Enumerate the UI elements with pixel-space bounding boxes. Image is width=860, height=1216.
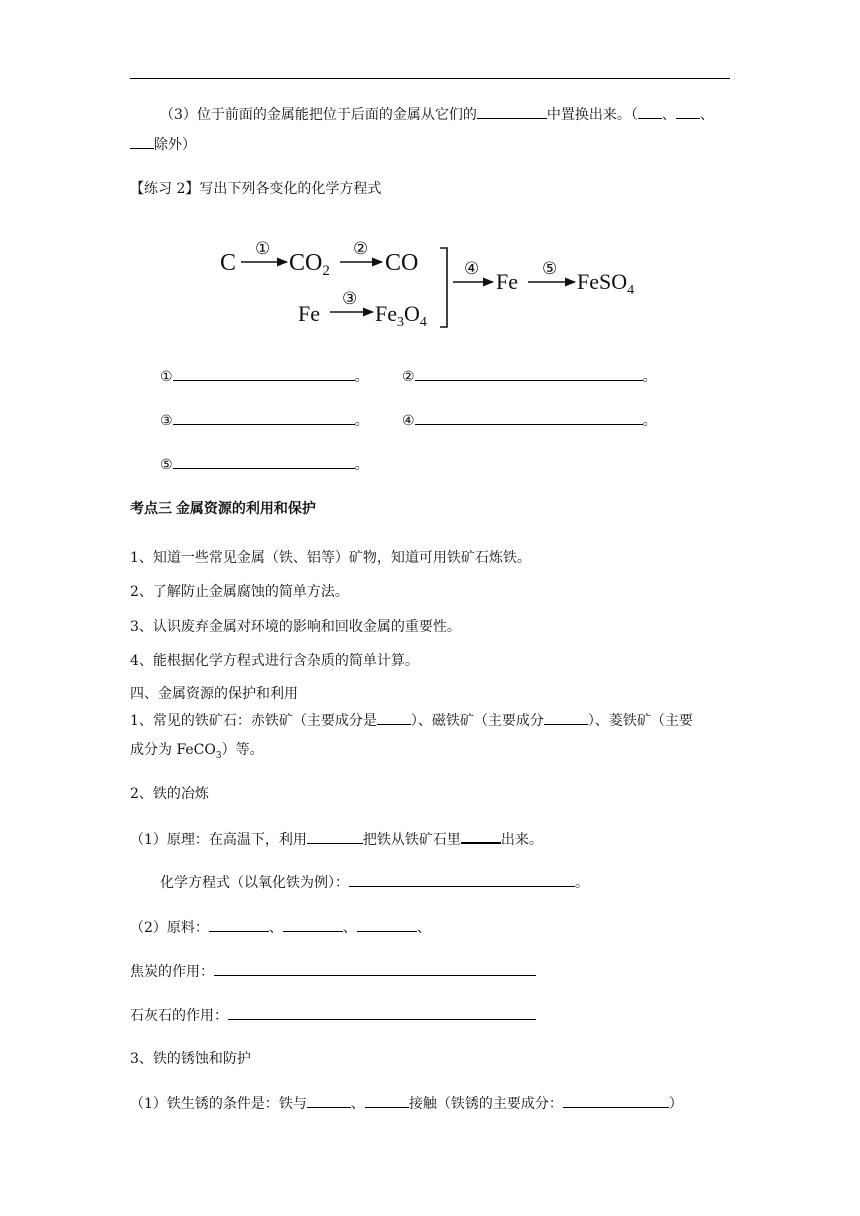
formula-co2: $CO_2$ xyxy=(289,250,330,279)
answer-3-label: ③ xyxy=(160,413,173,429)
material-blank-2[interactable] xyxy=(283,917,343,932)
materials-sep-2: 、 xyxy=(342,920,357,936)
principle-text-b: 把铁从铁矿石里 xyxy=(362,832,461,848)
rust-line xyxy=(130,1093,683,1114)
formula-feso4: FeSO$_4$ xyxy=(577,269,635,298)
formula-c: C xyxy=(220,250,237,276)
equation-line xyxy=(160,872,589,893)
equation-period: 。 xyxy=(575,875,589,891)
formula-fe: Fe xyxy=(496,269,518,294)
materials-sep-1: 、 xyxy=(268,920,283,936)
section3-item-4: 4、能根据化学方程式进行含杂质的简单计算。 xyxy=(130,653,419,669)
materials-sep-3: 、 xyxy=(416,920,431,936)
equation-text: 化学方程式（以氧化铁为例）： xyxy=(160,875,349,891)
reaction-diagram xyxy=(215,228,660,338)
section3-item-2: 2、了解防止金属腐蚀的简单方法。 xyxy=(130,584,349,600)
principle-line xyxy=(130,828,543,850)
q3-text-a: （3）位于前面的金属能把位于后面的金属从它们的 xyxy=(160,107,477,123)
ore-line-1 xyxy=(130,710,693,731)
q3-text-b: 中置换出来。（ xyxy=(546,107,638,123)
ore-text-c: ）、菱铁矿（主要 xyxy=(587,713,693,729)
rust-title: 3、铁的锈蚀和防护 xyxy=(130,1051,251,1067)
q3-blank-3[interactable] xyxy=(130,134,154,149)
rust-text-d: ） xyxy=(668,1096,683,1112)
principle-text-a: （1）原理：在高温下，利用 xyxy=(130,832,307,848)
limestone-line xyxy=(130,1005,536,1026)
step-number-3: ③ xyxy=(342,289,358,308)
magnetite-blank[interactable] xyxy=(544,710,588,725)
answer-4-blank[interactable] xyxy=(415,410,643,425)
answer-1-period: 。 xyxy=(354,369,369,385)
answer-3 xyxy=(160,410,369,431)
answer-5-label: ⑤ xyxy=(160,457,173,473)
answer-5-period: 。 xyxy=(354,457,369,473)
answer-4-period: 。 xyxy=(642,413,657,429)
header-rule xyxy=(130,78,730,79)
exercise2-title: 【练习 2】写出下列各变化的化学方程式 xyxy=(130,181,382,197)
formula-fe3o4: $Fe_3O_4$ xyxy=(375,301,427,330)
smelt-title: 2、铁的冶炼 xyxy=(130,786,209,802)
rust-text-c: 接触（铁锈的主要成分： xyxy=(408,1096,563,1112)
answer-5 xyxy=(160,454,369,475)
answer-2 xyxy=(402,366,657,387)
equation-blank[interactable] xyxy=(349,872,575,887)
step-number-5: ⑤ xyxy=(542,259,558,278)
section3-item-1: 1、知道一些常见金属（铁、铝等）矿物，知道可用铁矿石炼铁。 xyxy=(130,550,531,566)
formula-co: CO xyxy=(385,250,419,276)
coke-blank[interactable] xyxy=(214,961,536,976)
rust-text-a: （1）铁生锈的条件是：铁与 xyxy=(130,1096,307,1112)
ore-text-d: 成分为 FeCO xyxy=(130,742,216,758)
q3-blank-2[interactable] xyxy=(676,104,700,119)
answer-5-blank[interactable] xyxy=(173,454,355,469)
ore-text-b: ）、磁铁矿（主要成分 xyxy=(410,713,544,729)
rust-composition-blank[interactable] xyxy=(563,1093,669,1108)
step-number-4: ④ xyxy=(464,259,480,278)
answer-2-label: ② xyxy=(402,369,415,385)
rust-blank-1[interactable] xyxy=(307,1093,351,1108)
material-blank-1[interactable] xyxy=(209,917,269,932)
rust-blank-2[interactable] xyxy=(365,1093,409,1108)
answer-3-period: 。 xyxy=(354,413,369,429)
q3-end: 除外） xyxy=(154,137,196,153)
bracket xyxy=(440,248,447,327)
answer-2-blank[interactable] xyxy=(415,366,643,381)
ore-text-a: 1、常见的铁矿石：赤铁矿（主要成分是 xyxy=(130,713,377,729)
answer-4 xyxy=(402,410,657,431)
rust-text-b: 、 xyxy=(350,1096,365,1112)
section3-title: 考点三 金属资源的利用和保护 xyxy=(130,500,316,516)
answer-1 xyxy=(160,366,369,387)
coke-line xyxy=(130,961,536,982)
section3-item-3: 3、认识废弃金属对环境的影响和回收金属的重要性。 xyxy=(130,619,461,635)
q3-blank-1[interactable] xyxy=(638,104,662,119)
material-blank-3[interactable] xyxy=(357,917,417,932)
ore-line-2 xyxy=(130,740,264,766)
q3-line1 xyxy=(160,104,714,125)
answer-4-label: ④ xyxy=(402,413,415,429)
part4-title: 四、金属资源的保护和利用 xyxy=(130,686,298,702)
ore-text-e: ）等。 xyxy=(221,742,264,758)
q3-sep-2: 、 xyxy=(699,107,714,123)
q3-sep-1: 、 xyxy=(661,107,676,123)
limestone-text: 石灰石的作用： xyxy=(130,1008,228,1024)
principle-text-c: 出来。 xyxy=(500,832,543,848)
answer-1-label: ① xyxy=(160,369,173,385)
hematite-blank[interactable] xyxy=(377,710,411,725)
step-number-1: ① xyxy=(255,239,271,258)
coke-text: 焦炭的作用： xyxy=(130,964,214,980)
reducer-blank[interactable] xyxy=(307,829,363,844)
materials-line xyxy=(130,917,431,938)
ore-subscript: 3 xyxy=(215,750,222,761)
materials-text: （2）原料： xyxy=(130,920,209,936)
answer-2-period: 。 xyxy=(642,369,657,385)
reduce-blank[interactable] xyxy=(461,828,501,844)
q3-line2 xyxy=(130,134,196,155)
answer-1-blank[interactable] xyxy=(173,366,355,381)
limestone-blank[interactable] xyxy=(228,1005,536,1020)
answer-3-blank[interactable] xyxy=(173,410,355,425)
step-number-2: ② xyxy=(353,239,369,258)
formula-fe-left: Fe xyxy=(298,301,320,326)
q3-blank-solution[interactable] xyxy=(477,104,547,119)
